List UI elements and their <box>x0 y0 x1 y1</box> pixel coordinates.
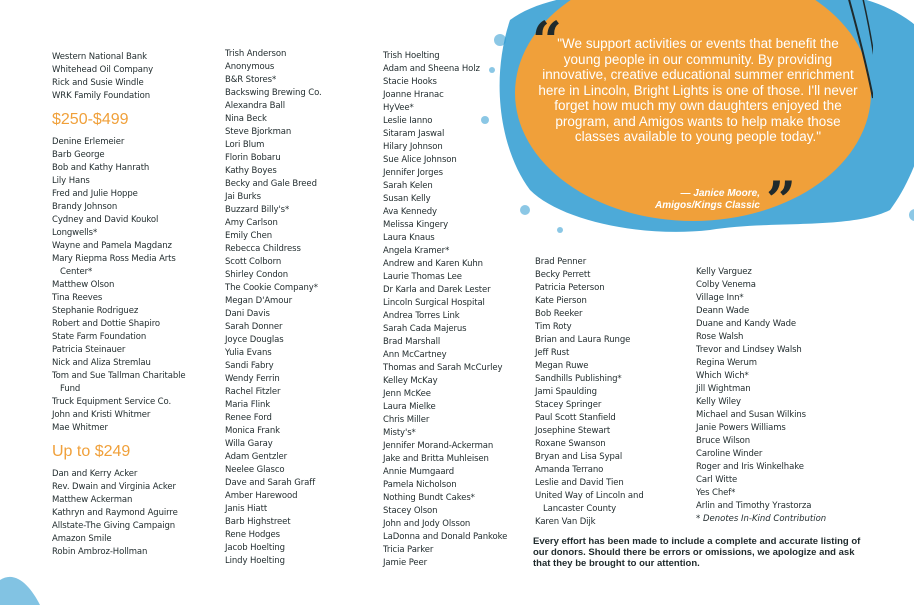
donor-name: Nick and Aliza Stremlau <box>52 358 151 368</box>
donor-name: Ann McCartney <box>383 350 447 360</box>
donor-name: Longwells* <box>52 228 98 238</box>
donor-name: Kathy Boyes <box>225 166 277 176</box>
donor-name: Yulia Evans <box>225 348 272 358</box>
donor-name: Joyce Douglas <box>225 335 284 345</box>
donor-name: Whitehead Oil Company <box>52 65 154 75</box>
donor-column-3 <box>383 50 528 570</box>
donor-name: Sitaram Jaswal <box>383 129 445 139</box>
donor-column-5 <box>696 266 846 513</box>
donor-name: Bob Reeker <box>535 309 583 319</box>
donor-name: B&R Stores* <box>225 75 277 85</box>
donor-name: Janie Powers Williams <box>696 423 786 433</box>
donor-name: Megan D'Amour <box>225 296 293 306</box>
donor-name: Josephine Stewart <box>535 426 611 436</box>
donor-name: Janis Hiatt <box>225 504 268 514</box>
donor-name: Caroline Winder <box>696 449 763 459</box>
blue-corner-splash <box>0 560 60 605</box>
donor-name: Sarah Kelen <box>383 181 433 191</box>
donor-name: Yes Chef* <box>696 488 736 498</box>
donor-name: Matthew Olson <box>52 280 115 290</box>
donor-name: Willa Garay <box>225 439 273 449</box>
donor-name: Lancaster County <box>543 504 617 514</box>
donor-name: State Farm Foundation <box>52 332 147 342</box>
donor-name: Neelee Glasco <box>225 465 285 475</box>
donor-name: Annie Mumgaard <box>383 467 455 477</box>
donor-name: Joanne Hranac <box>383 90 444 100</box>
donor-name: Angela Kramer* <box>383 246 450 256</box>
donor-name: Backswing Brewing Co. <box>225 88 322 98</box>
donor-name: Pamela Nicholson <box>383 480 457 490</box>
donor-name: Cydney and David Koukol <box>52 215 159 225</box>
donor-name: Bryan and Lisa Sypal <box>535 452 623 462</box>
donor-name: Michael and Susan Wilkins <box>696 410 807 420</box>
donor-name: Sarah Cada Majerus <box>383 324 467 334</box>
donor-name: Matthew Ackerman <box>52 495 133 505</box>
donor-name: Duane and Kandy Wade <box>696 319 796 329</box>
donor-name: Trish Anderson <box>225 49 287 59</box>
donor-name: Amazon Smile <box>52 534 112 544</box>
donor-name: Tina Reeves <box>52 293 103 303</box>
donor-name: Tim Roty <box>535 322 572 332</box>
donor-name: Tricia Parker <box>383 545 434 555</box>
donor-name: Regina Werum <box>696 358 757 368</box>
donor-name: Deann Wade <box>696 306 750 316</box>
donor-name: Anonymous <box>225 62 275 72</box>
donor-name: Rebecca Childress <box>225 244 301 254</box>
donor-name: Chris Miller <box>383 415 430 425</box>
donor-name: Allstate-The Giving Campaign <box>52 521 176 531</box>
donor-name: Brandy Johnson <box>52 202 118 212</box>
donor-name: Melissa Kingery <box>383 220 449 230</box>
donor-name: Rene Hodges <box>225 530 281 540</box>
donor-name: Amanda Terrano <box>535 465 604 475</box>
donor-name: Arlin and Timothy Yrastorza <box>696 501 812 511</box>
donor-name: Which Wich* <box>696 371 749 381</box>
donor-name: Adam and Sheena Holz <box>383 64 480 74</box>
donor-name: Lindy Hoelting <box>225 556 285 566</box>
donor-name: Adam Gentzler <box>225 452 288 462</box>
donor-name: Rick and Susie Windle <box>52 78 144 88</box>
donor-name: Patricia Steinauer <box>52 345 126 355</box>
donor-name: Colby Venema <box>696 280 756 290</box>
donor-name: Kelley McKay <box>383 376 438 386</box>
donor-name: Alexandra Ball <box>225 101 286 111</box>
donor-name: Leslie Ianno <box>383 116 433 126</box>
donor-name: Barb George <box>52 150 105 160</box>
donor-name: Nina Beck <box>225 114 267 124</box>
donor-name: Dani Davis <box>225 309 270 319</box>
donor-name: Trish Hoelting <box>383 51 440 61</box>
donor-name: Paul Scott Stanfield <box>535 413 616 423</box>
donor-name: Misty's* <box>383 428 416 438</box>
donor-name: Mary Riepma Ross Media Arts <box>52 254 176 264</box>
donor-name: Brian and Laura Runge <box>535 335 631 345</box>
donor-column-1 <box>52 51 212 559</box>
donor-name: Laurie Thomas Lee <box>383 272 462 282</box>
donor-name: LaDonna and Donald Pankoke <box>383 532 508 542</box>
donor-name: Shirley Condon <box>225 270 289 280</box>
donor-name: Buzzard Billy's* <box>225 205 290 215</box>
donor-name: Dr Karla and Darek Lester <box>383 285 491 295</box>
donor-list <box>225 48 375 568</box>
donor-name: United Way of Lincoln and <box>535 491 644 501</box>
donor-name: Roger and Iris Winkelhake <box>696 462 804 472</box>
donor-name: Bruce Wilson <box>696 436 751 446</box>
donor-name: John and Kristi Whitmer <box>52 410 151 420</box>
close-quote-icon: ” <box>766 171 796 232</box>
donor-name: Becky and Gale Breed <box>225 179 317 189</box>
donor-name: Wayne and Pamela Magdanz <box>52 241 172 251</box>
donor-name: Amber Harewood <box>225 491 298 501</box>
tier-heading-up-to-249: Up to $249 <box>52 443 131 460</box>
donor-name: Fred and Julie Hoppe <box>52 189 138 199</box>
disclaimer-text: Every effort has been made to include a complete and accurate listing of our donors. Should there be errors or omissions, we apologize and ask that they be brought to our attention. <box>533 536 861 569</box>
donor-name: Rose Walsh <box>696 332 744 342</box>
testimonial-attribution: — Janice Moore, Amigos/Kings Classic <box>654 188 760 211</box>
donor-list <box>696 266 846 513</box>
donor-name: Village Inn* <box>696 293 744 303</box>
donor-name: Dan and Kerry Acker <box>52 469 138 479</box>
donor-name: Roxane Swanson <box>535 439 606 449</box>
donor-name: WRK Family Foundation <box>52 91 150 101</box>
donor-list-250-499 <box>52 136 212 435</box>
donor-list-top <box>52 51 212 103</box>
donor-name: Stephanie Rodriguez <box>52 306 139 316</box>
donor-name: Jenn McKee <box>383 389 431 399</box>
donor-name: Jacob Hoelting <box>225 543 285 553</box>
donor-name: Monica Frank <box>225 426 280 436</box>
donor-name: Wendy Ferrin <box>225 374 280 384</box>
donor-name: Scott Colborn <box>225 257 282 267</box>
donor-name: Nothing Bundt Cakes* <box>383 493 475 503</box>
donor-name: Rachel Fitzler <box>225 387 281 397</box>
donor-name: Jamie Peer <box>383 558 428 568</box>
in-kind-footnote: * Denotes In-Kind Contribution <box>696 514 827 524</box>
donor-name: Kelly Wiley <box>696 397 741 407</box>
testimonial-quote: "We support activities or events that benefit the young people in our community. By providing innovative, creative educational summer enrichment here in Lincoln, Bright Lights is one of those. I'll never forget how much my own daughters enjoyed the program, and Amigos wants to help make those classes available to young people today." <box>538 36 858 144</box>
donor-name: Robin Ambroz-Hollman <box>52 547 148 557</box>
donor-name: Lincoln Surgical Hospital <box>383 298 485 308</box>
donor-name: Sarah Donner <box>225 322 283 332</box>
donor-name: Mae Whitmer <box>52 423 108 433</box>
donor-name: Kathryn and Raymond Aguirre <box>52 508 178 518</box>
donor-column-2 <box>225 48 375 568</box>
donor-name: Jake and Britta Muhleisen <box>383 454 489 464</box>
donor-name: Ava Kennedy <box>383 207 437 217</box>
donor-name: Emily Chen <box>225 231 273 241</box>
donor-name: The Cookie Company* <box>225 283 318 293</box>
donor-name: Susan Kelly <box>383 194 431 204</box>
donor-name: Karen Van Dijk <box>535 517 596 527</box>
donor-name: Jill Wightman <box>696 384 751 394</box>
donor-name: HyVee* <box>383 103 414 113</box>
donor-name: Becky Perrett <box>535 270 591 280</box>
donor-name: Jennifer Jorges <box>383 168 443 178</box>
donor-name: Jeff Rust <box>535 348 570 358</box>
donor-name: Brad Marshall <box>383 337 441 347</box>
donor-name: Sue Alice Johnson <box>383 155 457 165</box>
donor-list <box>535 256 685 529</box>
donor-name: Amy Carlson <box>225 218 278 228</box>
donor-name: Lily Hans <box>52 176 90 186</box>
donor-name: Megan Ruwe <box>535 361 589 371</box>
donor-name: Florin Bobaru <box>225 153 281 163</box>
donor-name: Tom and Sue Tallman Charitable <box>52 371 186 381</box>
donor-name: Brad Penner <box>535 257 587 267</box>
donor-name: Lori Blum <box>225 140 265 150</box>
donor-name: Fund <box>60 384 81 394</box>
donor-name: John and Jody Olsson <box>383 519 471 529</box>
donor-name: Andrew and Karen Kuhn <box>383 259 483 269</box>
donor-name: Maria Flink <box>225 400 271 410</box>
donor-column-4 <box>535 256 685 529</box>
donor-name: Renee Ford <box>225 413 272 423</box>
donor-name: Stacey Olson <box>383 506 438 516</box>
donor-name: Center* <box>60 267 93 277</box>
donor-name: Steve Bjorkman <box>225 127 292 137</box>
donor-name: Kelly Varguez <box>696 267 752 277</box>
donor-name: Western National Bank <box>52 52 147 62</box>
donor-name: Bob and Kathy Hanrath <box>52 163 150 173</box>
donor-name: Stacey Springer <box>535 400 602 410</box>
donor-list <box>383 50 528 570</box>
donor-name: Barb Highstreet <box>225 517 291 527</box>
open-quote-icon: “ <box>532 11 562 72</box>
donor-name: Andrea Torres Link <box>383 311 460 321</box>
donor-name: Laura Mielke <box>383 402 436 412</box>
donor-name: Carl Witte <box>696 475 738 485</box>
donor-name: Jennifer Morand-Ackerman <box>383 441 494 451</box>
donor-name: Rev. Dwain and Virginia Acker <box>52 482 176 492</box>
donor-name: Stacie Hooks <box>383 77 437 87</box>
donor-name: Laura Knaus <box>383 233 435 243</box>
donor-name: Jai Burks <box>225 192 261 202</box>
donor-name: Sandi Fabry <box>225 361 274 371</box>
donor-name: Thomas and Sarah McCurley <box>383 363 503 373</box>
donor-name: Kate Pierson <box>535 296 587 306</box>
donor-name: Dave and Sarah Graff <box>225 478 316 488</box>
tier-heading-250-499: $250-$499 <box>52 111 129 128</box>
donor-name: Jami Spaulding <box>535 387 597 397</box>
donor-name: Hilary Johnson <box>383 142 443 152</box>
donor-name: Truck Equipment Service Co. <box>52 397 172 407</box>
donor-name: Trevor and Lindsey Walsh <box>696 345 802 355</box>
donor-name: Robert and Dottie Shapiro <box>52 319 161 329</box>
donor-list-up-to-249 <box>52 468 212 559</box>
donor-name: Denine Erlemeier <box>52 137 125 147</box>
donor-name: Sandhills Publishing* <box>535 374 622 384</box>
donor-name: Patricia Peterson <box>535 283 605 293</box>
donor-name: Leslie and David Tien <box>535 478 624 488</box>
